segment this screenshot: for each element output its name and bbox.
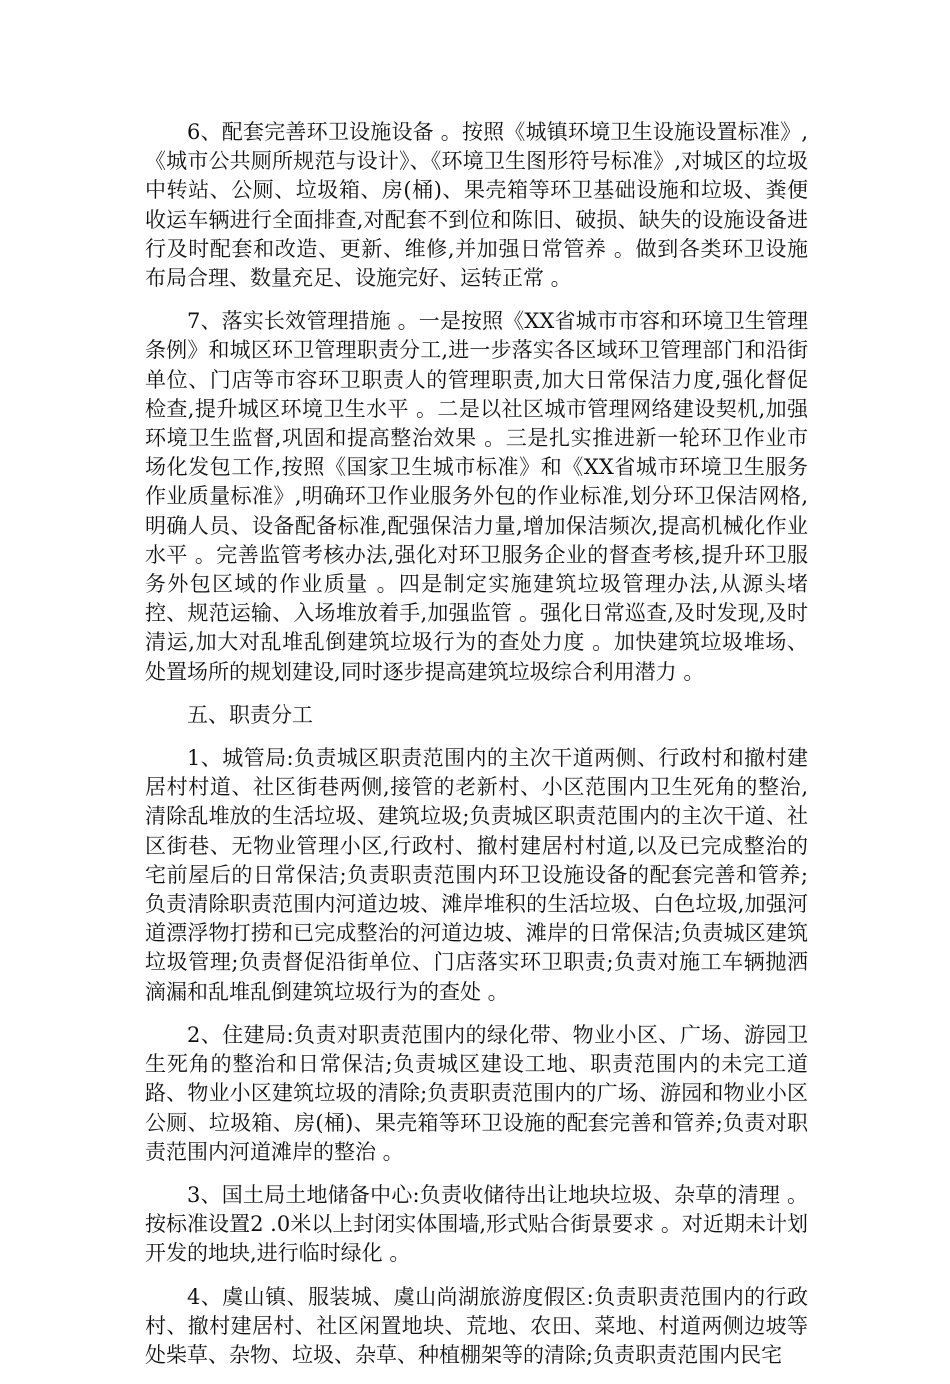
document-page: [145, 118, 808, 1384]
paragraph-duty-urban-management: 1、城管局:负责城区职责范围内的主次干道两侧、行政村和撤村建居村村道、社区街巷两侧,接管的老新村、小区范围内卫生死角的整治,清除乱堆放的生活垃圾、建筑垃圾;负责城区职责范围内的主次干道、社区街巷、无物业管理小区,行政村、撤村建居村村道,以及已完成整治的宅前屋后的日常保洁;负责职责范围内环卫设施设备的配套完善和管养;负责清除职责范围内河道边坡、滩岸堆积的生活垃圾、白色垃圾,加强河道漂浮物打捞和已完成整治的河道边坡、滩岸的日常保洁;负责城区建筑垃圾管理;负责督促沿街单位、门店落实环卫职责;负责对施工车辆抛洒滴漏和乱堆乱倒建筑垃圾行为的查处 。: [145, 746, 808, 1004]
paragraph-duty-housing-construction: 2、住建局:负责对职责范围内的绿化带、物业小区、广场、游园卫生死角的整治和日常保洁;负责城区建设工地、职责范围内的未完工道路、物业小区建筑垃圾的清除;负责职责范围内的广场、游园和物业小区公厕、垃圾箱、房(桶)、果壳箱等环卫设施的配套完善和管养;负责对职责范围内河道滩岸的整治 。: [145, 1022, 808, 1164]
paragraph-duty-land-reserve: 3、国土局土地储备中心:负责收储待出让地块垃圾、杂草的清理 。按标准设置2 .0米以上封闭实体围墙,形式贴合街景要求 。对近期未计划开发的地块,进行临时绿化 。: [145, 1182, 808, 1266]
section-heading-duties: 五、职责分工: [187, 702, 313, 727]
paragraph-duty-town-districts: 4、虞山镇、服装城、虞山尚湖旅游度假区:负责职责范围内的行政村、撤村建居村、社区闲置地块、荒地、农田、菜地、村道两侧边坡等处柴草、杂物、垃圾、杂草、种植棚架等的清除;负责职责范围内民宅: [145, 1284, 808, 1367]
paragraph-6-facilities: 6、配套完善环卫设施设备 。按照《城镇环境卫生设施设置标准》,《城市公共厕所规范与设计》、《环境卫生图形符号标准》,对城区的垃圾中转站、公厕、垃圾箱、房(桶)、果壳箱等环卫基础设施和垃圾、粪便收运车辆进行全面排查,对配套不到位和陈旧、破损、缺失的设施设备进行及时配套和改造、更新、维修,并加强日常管养 。做到各类环卫设施布局合理、数量充足、设施完好、运转正常 。: [145, 120, 808, 291]
paragraph-7-long-term-measures: 7、落实长效管理措施 。一是按照《XX省城市市容和环境卫生管理条例》和城区环卫管理职责分工,进一步落实各区域环卫管理部门和沿街单位、门店等市容环卫职责人的管理职责,加大日常保洁力度,强化督促检查,提升城区环境卫生水平 。二是以社区城市管理网络建设契机,加强环境卫生监督,巩固和提高整治效果 。三是扎实推进新一轮环卫作业市场化发包工作,按照《国家卫生城市标准》和《XX省城市环境卫生服务作业质量标准》,明确环卫作业服务外包的作业标准,划分环卫保洁网格,明确人员、设备配备标准,配强保洁力量,增加保洁频次,提高机械化作业水平 。完善监管考核办法,强化对环卫服务企业的督查考核,提升环卫服务外包区域的作业质量 。四是制定实施建筑垃圾管理办法,从源头堵控、规范运输、入场堆放着手,加强监管 。强化日常巡查,及时发现,及时清运,加大对乱堆乱倒建筑垃圾行为的查处力度 。加快建筑垃圾堆场、处置场所的规划建设,同时逐步提高建筑垃圾综合利用潜力 。: [145, 309, 808, 684]
